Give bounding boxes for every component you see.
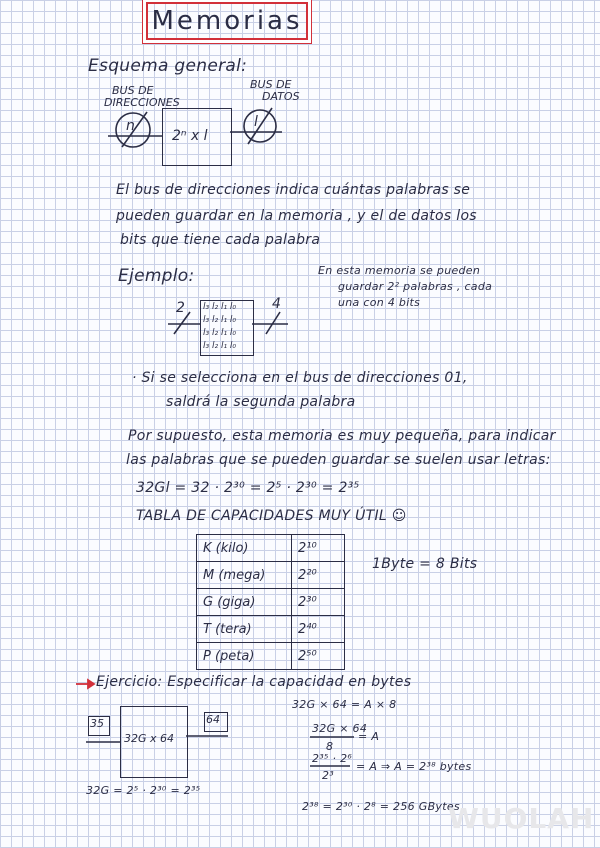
power-cell: 2⁵⁰ xyxy=(292,643,345,670)
section-heading-esquema: Esquema general: xyxy=(88,56,248,76)
table-row xyxy=(197,643,345,670)
example-row-2: l₃ l₂ l₁ l₀ xyxy=(203,328,237,338)
example-row-1: l₃ l₂ l₁ l₀ xyxy=(203,315,237,325)
example-right-num: 4 xyxy=(272,296,281,312)
exercise-heading: Ejercicio: Especificar la capacidad en bytes xyxy=(96,674,412,690)
equation-2-denominator: 8 xyxy=(326,740,334,753)
bus-dir-circle xyxy=(116,113,150,147)
bus-data-label-2: DATOS xyxy=(262,90,300,103)
unit-cell: G (giga) xyxy=(197,589,292,616)
equation-2-numerator: 32G × 64 xyxy=(312,722,368,735)
watermark-logo: WUOLAH xyxy=(448,802,595,835)
page-title: Memorias xyxy=(151,6,303,36)
equation-3-denominator: 2³ xyxy=(322,769,335,782)
exercise-memory-box-label: 32G x 64 xyxy=(124,732,175,745)
bus-dir-label-2: DIRECCIONES xyxy=(104,96,180,109)
byte-note: 1Byte = 8 Bits xyxy=(372,556,478,572)
paragraph1-line1: El bus de direcciones indica cuántas palabras se xyxy=(116,182,471,198)
memory-box-label: 2ⁿ x l xyxy=(172,128,208,144)
equation-3-numerator: 2³⁵ · 2⁶ xyxy=(312,752,353,765)
example-memory-table xyxy=(200,300,254,356)
unit-cell: M (mega) xyxy=(197,562,292,589)
table-row xyxy=(197,616,345,643)
bullet-line2: saldrá la segunda palabra xyxy=(166,394,356,410)
table-row xyxy=(197,562,345,589)
table-heading: TABLA DE CAPACIDADES MUY ÚTIL ☺ xyxy=(136,508,407,524)
unit-cell: P (peta) xyxy=(197,643,292,670)
example-row-3: l₃ l₂ l₁ l₀ xyxy=(203,341,237,351)
exercise-bottom-formula: 32G = 2⁵ · 2³⁰ = 2³⁵ xyxy=(86,784,201,797)
power-cell: 2²⁰ xyxy=(292,562,345,589)
bullet-line1: · Si se selecciona en el bus de direcciones 01, xyxy=(132,370,468,386)
power-cell: 2¹⁰ xyxy=(292,535,345,562)
unit-cell: T (tera) xyxy=(197,616,292,643)
example-left-num: 2 xyxy=(176,300,185,316)
equation-3-rest: = A ⇒ A = 2³⁸ bytes xyxy=(356,760,472,773)
example-heading: Ejemplo: xyxy=(118,266,195,286)
paragraph1-line2: pueden guardar en la memoria , y el de datos los xyxy=(116,208,477,224)
example-note-line1: En esta memoria se pueden xyxy=(318,264,481,277)
bus-data-label-1: BUS DE xyxy=(250,78,292,91)
equation-1: 32G × 64 = A × 8 xyxy=(292,698,397,711)
example-note-line3: una con 4 bits xyxy=(338,296,421,309)
exercise-left-label: 35 xyxy=(90,717,104,730)
unit-cell: K (kilo) xyxy=(197,535,292,562)
example-row-0: l₃ l₂ l₁ l₀ xyxy=(203,302,237,312)
bus-dir-label-1: BUS DE xyxy=(112,84,154,97)
equation-2-rest: = A xyxy=(358,730,380,743)
table-row xyxy=(197,589,345,616)
paragraph2-line1: Por supuesto, esta memoria es muy pequeña, para indicar xyxy=(128,428,556,444)
bus-data-circle-label: l xyxy=(254,114,258,130)
table-row xyxy=(197,535,345,562)
exercise-right-label: 64 xyxy=(206,713,220,726)
power-cell: 2⁴⁰ xyxy=(292,616,345,643)
equation-4: 2³⁸ = 2³⁰ · 2⁸ = 256 GBytes xyxy=(302,800,460,813)
example-note-line2: guardar 2² palabras , cada xyxy=(338,280,493,293)
paragraph2-line2: las palabras que se pueden guardar se suelen usar letras: xyxy=(126,452,551,468)
formula-32gl: 32Gl = 32 · 2³⁰ = 2⁵ · 2³⁰ = 2³⁵ xyxy=(136,480,360,496)
power-cell: 2³⁰ xyxy=(292,589,345,616)
capacity-table xyxy=(196,534,345,670)
paragraph1-line3: bits que tiene cada palabra xyxy=(120,232,321,248)
bus-dir-circle-label: n xyxy=(126,118,135,134)
